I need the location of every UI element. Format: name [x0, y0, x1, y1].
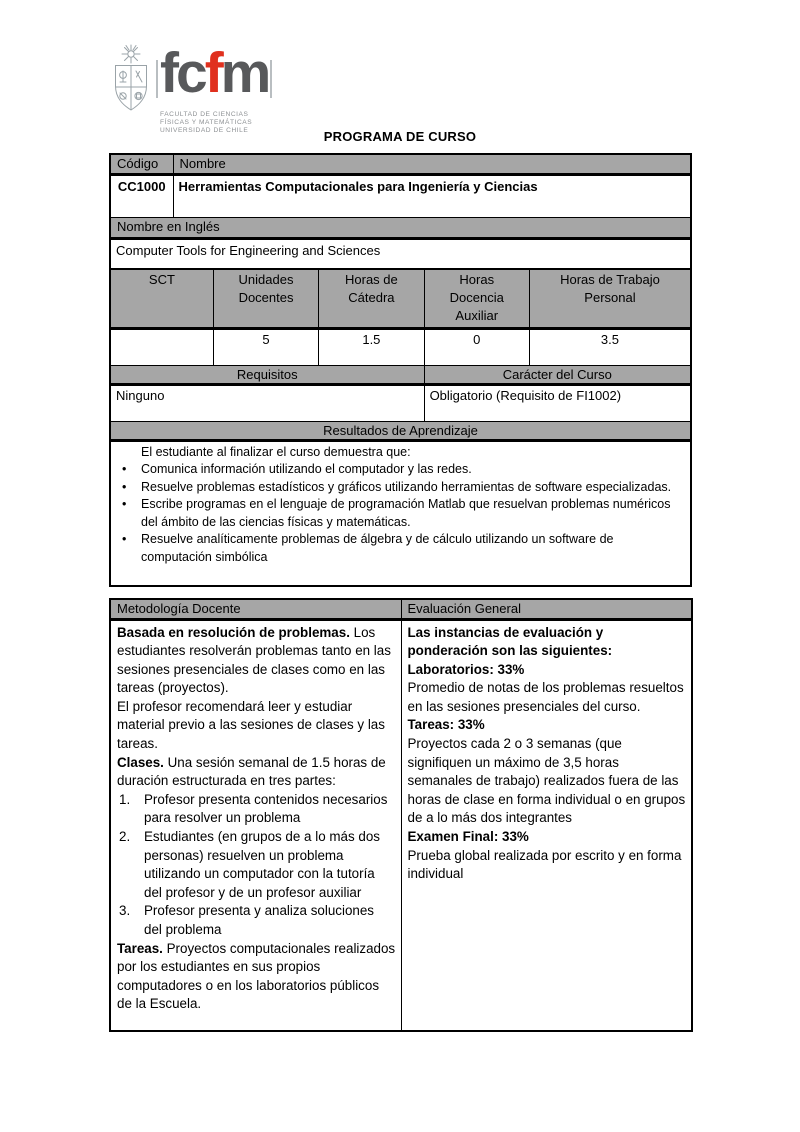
examen-text: Prueba global realizada por escrito y en forma individual [407, 847, 682, 882]
resultados-intro: El estudiante al finalizar el curso demuestra que: [141, 444, 411, 459]
list-item: 1. Profesor presenta contenidos necesarios para resolver un problema [119, 791, 388, 826]
unidades-docentes-header: Unidades Docentes [213, 269, 318, 328]
horas-docencia-header: Horas Docencia Auxiliar [424, 269, 529, 328]
metodologia-content [110, 619, 401, 1031]
examen-title: Examen Final: 33% [407, 829, 529, 845]
faculty-line-3: UNIVERSIDAD DE CHILE [160, 127, 249, 134]
requisitos-header: Requisitos [110, 365, 424, 384]
nombre-header: Nombre [173, 154, 691, 174]
list-item: 2. Estudiantes (en grupos de a lo más dos personas) resuelven un problema utilizando un computador con la tutoría del profesor y de un profesor auxiliar [119, 829, 380, 900]
evaluacion-intro: Las instancias de evaluación y ponderación son las siguientes: [407, 624, 613, 659]
horas-docencia-value: 0 [424, 328, 529, 365]
wordmark-letters: fcfm [160, 41, 269, 105]
codigo-header: Código [110, 154, 173, 174]
requisitos-value: Ninguno [110, 384, 424, 421]
caracter-header: Carácter del Curso [424, 365, 691, 384]
list-item: • Comunica información utilizando el computador y las redes. [119, 461, 682, 479]
clases-paragraph: Clases. Una sesión semanal de 1.5 horas de duración estructurada en tres partes: [117, 754, 386, 789]
evaluacion-content [401, 619, 692, 1031]
list-item: • Escribe programas en el lenguaje de programación Matlab que resuelvan problemas numéricos del ámbito de las ciencias físicas y matemáticas. [119, 496, 682, 531]
codigo-value: CC1000 [110, 174, 173, 217]
bullet-icon: • [122, 497, 127, 512]
nombre-value: Herramientas Computacionales para Ingeniería y Ciencias [173, 174, 691, 217]
list-item: 3. Profesor presenta y analiza soluciones del problema [119, 903, 375, 937]
faculty-line-2: FÍSICAS Y MATEMÁTICAS [160, 119, 253, 126]
horas-catedra-header: Horas de Cátedra [319, 269, 424, 328]
page-title: PROGRAMA DE CURSO [323, 129, 477, 144]
wordmark-red-f: f [204, 41, 221, 105]
bullet-icon: • [122, 479, 127, 494]
metodologia-paragraph-2: El profesor recomendará leer y estudiar material previo a las sesiones de clases y las tareas. [117, 698, 385, 752]
fcfm-wordmark [156, 41, 272, 106]
university-crest-icon [110, 44, 152, 112]
metodologia-paragraph-1: Basada en resolución de problemas. Los estudiantes resolverán problemas tanto en las sesiones presenciales de clases como en las tareas (proyectos). [117, 624, 391, 696]
tareas-title: Tareas: 33% [407, 717, 485, 733]
resultados-content [110, 440, 691, 586]
list-item: • Resuelve problemas estadísticos y gráficos utilizando herramientas de software especializadas. [119, 479, 682, 497]
metodologia-header: Metodología Docente [110, 599, 401, 619]
bullet-icon: • [122, 462, 127, 477]
horas-trabajo-value: 3.5 [529, 328, 691, 365]
bullet-icon: • [122, 532, 127, 547]
methodology-evaluation-table [109, 598, 693, 1032]
evaluacion-header: Evaluación General [401, 599, 692, 619]
credits-table [109, 268, 692, 587]
nombre-ingles-header: Nombre en Inglés [110, 217, 691, 238]
list-item: • Resuelve analíticamente problemas de álgebra y de cálculo utilizando un software de computación simbólica [119, 531, 682, 566]
sct-header: SCT [110, 269, 213, 328]
nombre-ingles-value: Computer Tools for Engineering and Sciences [110, 238, 691, 269]
caracter-value: Obligatorio (Requisito de FI1002) [424, 384, 691, 421]
horas-trabajo-header: Horas de Trabajo Personal [529, 269, 691, 328]
sct-value [110, 328, 213, 365]
wordmark-right-bar [270, 60, 272, 98]
horas-catedra-value: 1.5 [319, 328, 424, 365]
faculty-line-1: FACULTAD DE CIENCIAS [160, 111, 249, 118]
fcfm-logo [110, 41, 272, 135]
course-id-table [109, 153, 692, 270]
resultados-header: Resultados de Aprendizaje [110, 421, 691, 440]
laboratorios-title: Laboratorios: 33% [407, 661, 525, 677]
tareas-text: Proyectos cada 2 o 3 semanas (que signifiquen un máximo de 3,5 horas semanales de trabajo) realizados fuera de las horas de clase en forma individual o en grupos de a lo más dos integrantes [407, 736, 686, 826]
laboratorios-text: Promedio de notas de los problemas resueltos en las sesiones presenciales del curso. [407, 680, 684, 714]
tareas-paragraph: Tareas. Proyectos computacionales realizados por los estudiantes en sus propios computadores o en los laboratorios públicos de la Escuela. [117, 940, 396, 1012]
unidades-docentes-value: 5 [213, 328, 318, 365]
